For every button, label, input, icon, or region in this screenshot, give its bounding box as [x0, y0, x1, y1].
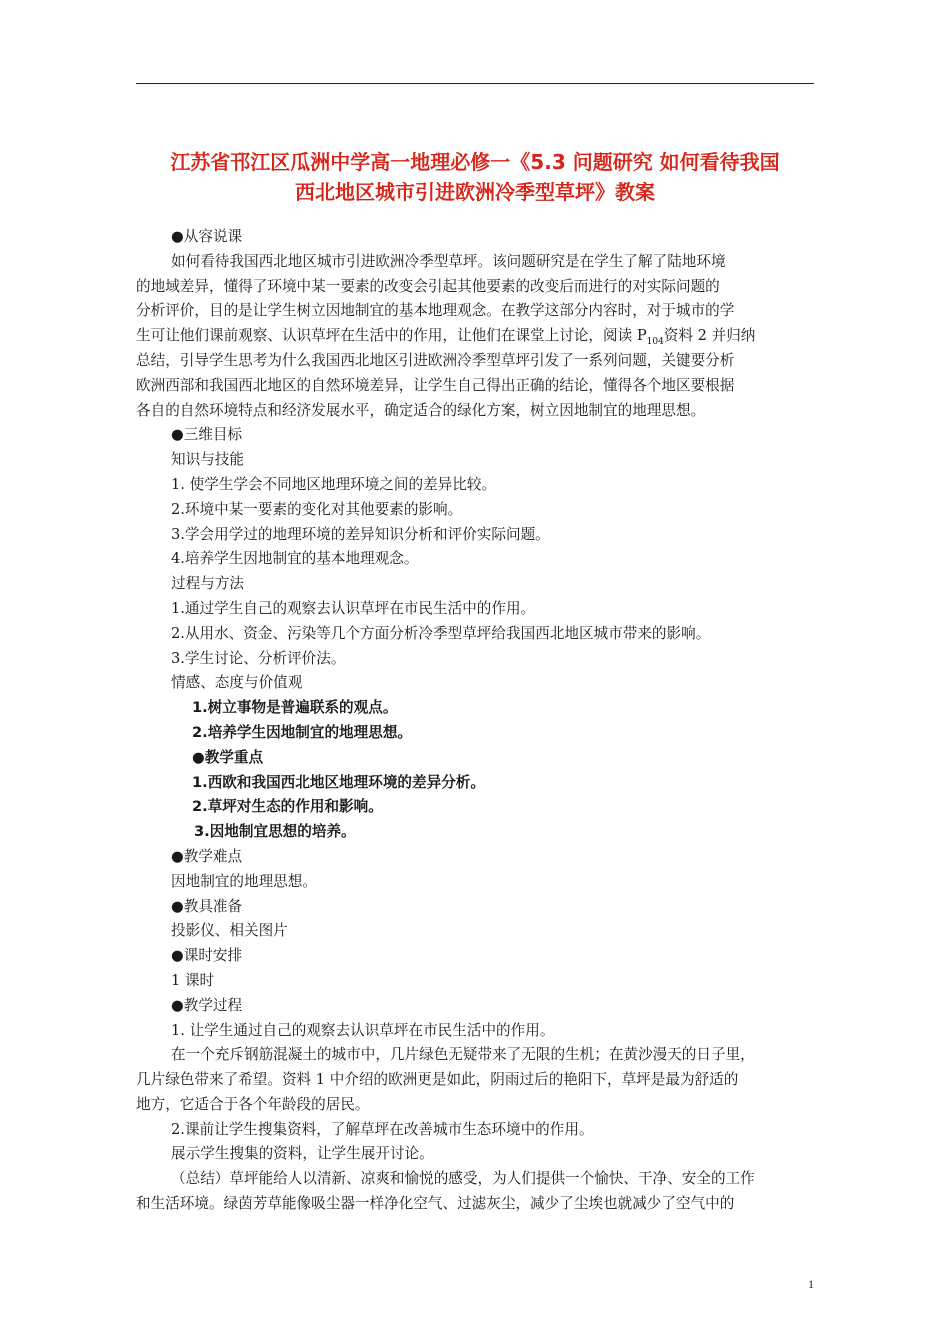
paragraph-line: 如何看待我国西北地区城市引进欧洲冷季型草坪。该问题研究是在学生了解了陆地环境 [171, 252, 726, 270]
list-item: 1.树立事物是普遍联系的观点。 [192, 699, 398, 717]
paragraph-line: （总结）草坪能给人以清新、凉爽和愉悦的感受，为人们提供一个愉快、干净、安全的工作 [171, 1170, 755, 1188]
subheading-values: 情感、态度与价值观 [171, 674, 303, 692]
title-line-1: 江苏省邗江区瓜洲中学高一地理必修一《5.3 问题研究 如何看待我国 [170, 150, 780, 174]
title-line-2: 西北地区城市引进欧洲冷季型草坪》教案 [295, 180, 655, 204]
list-item: 2.环境中某一要素的变化对其他要素的影响。 [171, 500, 463, 518]
paragraph-line: 的地域差异，懂得了环境中某一要素的改变会引起其他要素的改变后而进行的对实际问题的 [136, 277, 720, 295]
paragraph-line: 各自的自然环境特点和经济发展水平，确定适合的绿化方案，树立因地制宜的地理思想。 [136, 401, 706, 419]
section-heading-goals: ●三维目标 [171, 426, 243, 444]
paragraph-line: 在一个充斥钢筋混凝土的城市中，几片绿色无疑带来了无限的生机；在黄沙漫天的日子里， [171, 1046, 755, 1064]
list-item: 2.从用水、资金、污染等几个方面分析冷季型草坪给我国西北地区城市带来的影响。 [171, 624, 711, 642]
section-heading-schedule: ●课时安排 [171, 947, 243, 965]
paragraph-line: 几片绿色带来了希望。资料 1 中介绍的欧洲更是如此，阴雨过后的艳阳下，草坪是最为舒适的 [136, 1071, 739, 1089]
page-ref-subscript: 104 [646, 337, 664, 348]
list-item: 3.因地制宜思想的培养。 [194, 823, 356, 841]
list-item: 2.草坪对生态的作用和影响。 [192, 798, 383, 816]
list-item: 4.培养学生因地制宜的基本地理观念。 [171, 550, 419, 568]
subheading-process: 过程与方法 [171, 575, 244, 593]
paragraph-line: 投影仪、相关图片 [171, 922, 288, 940]
paragraph-line [136, 324, 816, 349]
section-heading-process: ●教学过程 [171, 996, 243, 1014]
paragraph-line: 1 课时 [171, 971, 215, 989]
paragraph-line: 总结，引导学生思考为什么我国西北地区引进欧洲冷季型草坪引发了一系列问题，关键要分析 [136, 351, 735, 369]
paragraph-text: 资料 2 并归纳 [663, 327, 756, 345]
document-body [136, 225, 816, 1217]
paragraph-line: 地方，它适合于各个年龄段的居民。 [136, 1095, 370, 1113]
document-title [120, 147, 830, 207]
section-heading-difficulty: ●教学难点 [171, 847, 243, 865]
list-item: 3.学会用学过的地理环境的差异知识分析和评价实际问题。 [171, 525, 550, 543]
list-item: 1.西欧和我国西北地区地理环境的差异分析。 [192, 773, 485, 791]
list-item: 2.培养学生因地制宜的地理思想。 [192, 723, 413, 741]
paragraph-line: 因地制宜的地理思想。 [171, 872, 317, 890]
list-item: 3.学生讨论、分析评价法。 [171, 649, 346, 667]
list-item: 1.通过学生自己的观察去认识草坪在市民生活中的作用。 [171, 599, 536, 617]
section-heading-shuoke: ●从容说课 [171, 228, 243, 245]
list-item: 1. 让学生通过自己的观察去认识草坪在市民生活中的作用。 [171, 1021, 555, 1039]
section-heading-materials: ●教具准备 [171, 897, 243, 915]
section-heading-keypoints: ●教学重点 [192, 748, 264, 766]
paragraph-line: 展示学生搜集的资料，让学生展开讨论。 [171, 1145, 434, 1163]
header-rule [136, 83, 814, 84]
page-number: 1 [808, 1277, 814, 1291]
list-item: 1. 使学生学会不同地区地理环境之间的差异比较。 [171, 475, 497, 493]
paragraph-line: 欧洲西部和我国西北地区的自然环境差异，让学生自己得出正确的结论，懂得各个地区要根据 [136, 376, 735, 394]
list-item: 2.课前让学生搜集资料，了解草坪在改善城市生态环境中的作用。 [171, 1120, 594, 1138]
paragraph-text: 生可让他们课前观察、认识草坪在生活中的作用，让他们在课堂上讨论，阅读 P [136, 327, 647, 345]
paragraph-line: 分析评价，目的是让学生树立因地制宜的基本地理观念。在教学这部分内容时，对于城市的学 [136, 302, 735, 320]
subheading-knowledge: 知识与技能 [171, 451, 244, 469]
paragraph-line: 和生活环境。绿茵芳草能像吸尘器一样净化空气、过滤灰尘，减少了尘埃也就减少了空气中的 [136, 1195, 735, 1213]
